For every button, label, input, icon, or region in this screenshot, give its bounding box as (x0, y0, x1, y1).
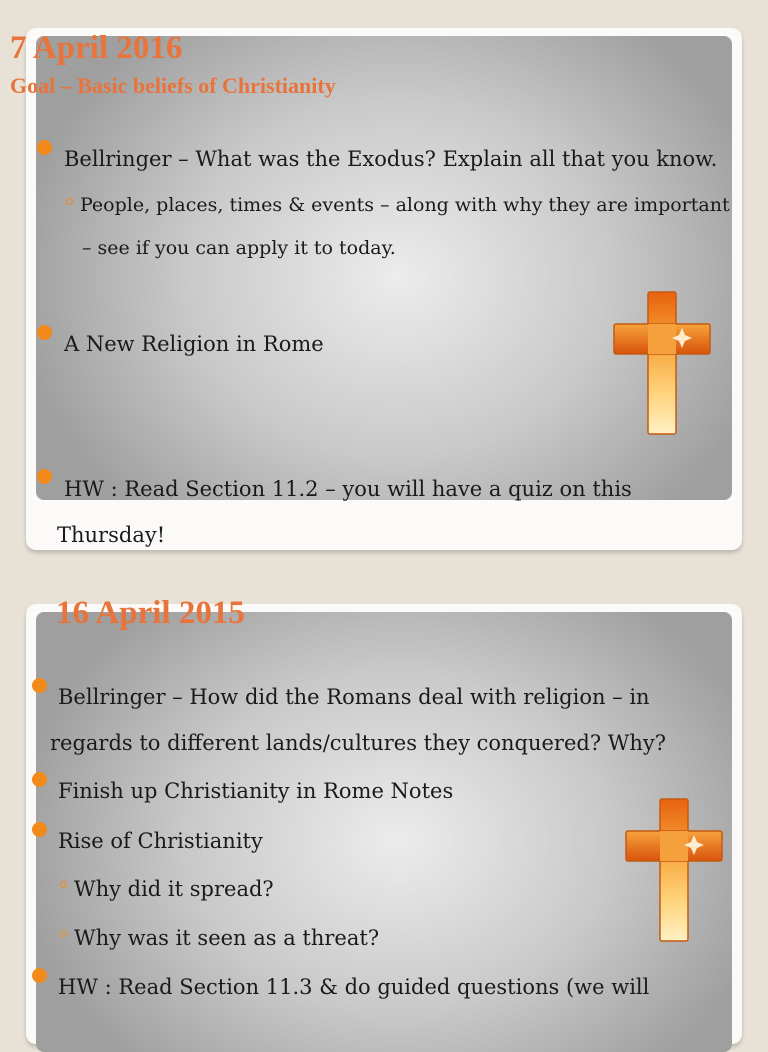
slide-1-date-title: 7 April 2016 (10, 30, 183, 66)
bullet-icon (32, 678, 47, 693)
slide-2-finish-notes: Finish up Christianity in Rome Notes (58, 779, 454, 803)
slide-2-sub-threat: Why was it seen as a threat? (74, 926, 380, 950)
bullet-icon (37, 140, 52, 155)
slide-1-homework-line-2: Thursday! (57, 523, 166, 547)
slide-2-homework: HW : Read Section 11.3 & do guided questions (we will (58, 975, 650, 999)
slide-1-sub-line-2: – see if you can apply it to today. (82, 237, 396, 259)
bullet-icon (32, 968, 47, 983)
cross-icon (612, 290, 712, 436)
sub-bullet-icon (66, 198, 73, 205)
cross-icon (624, 797, 724, 943)
bullet-icon (37, 325, 52, 340)
slide-2-rise-of-christianity: Rise of Christianity (58, 829, 263, 853)
sub-bullet-icon (60, 930, 67, 937)
slide-2-bellringer-line-2: regards to different lands/cultures they conquered? Why? (50, 731, 667, 755)
slide-1-homework-line-1: HW : Read Section 11.2 – you will have a quiz on this (64, 477, 632, 501)
slide-1-goal: Goal – Basic beliefs of Christianity (10, 73, 336, 98)
slide-1-sub-line-1: People, places, times & events – along with why they are important (80, 194, 730, 216)
sub-bullet-icon (60, 881, 67, 888)
bullet-icon (32, 772, 47, 787)
slide-2-bellringer-line-1: Bellringer – How did the Romans deal with religion – in (58, 685, 650, 709)
slide-1-new-religion: A New Religion in Rome (64, 332, 324, 356)
slide-2-date-title: 16 April 2015 (56, 595, 245, 631)
slide-1-bellringer: Bellringer – What was the Exodus? Explain all that you know. (64, 147, 718, 171)
bullet-icon (37, 469, 52, 484)
slide-1 (26, 28, 742, 550)
slide-2-sub-spread: Why did it spread? (74, 877, 274, 901)
bullet-icon (32, 822, 47, 837)
